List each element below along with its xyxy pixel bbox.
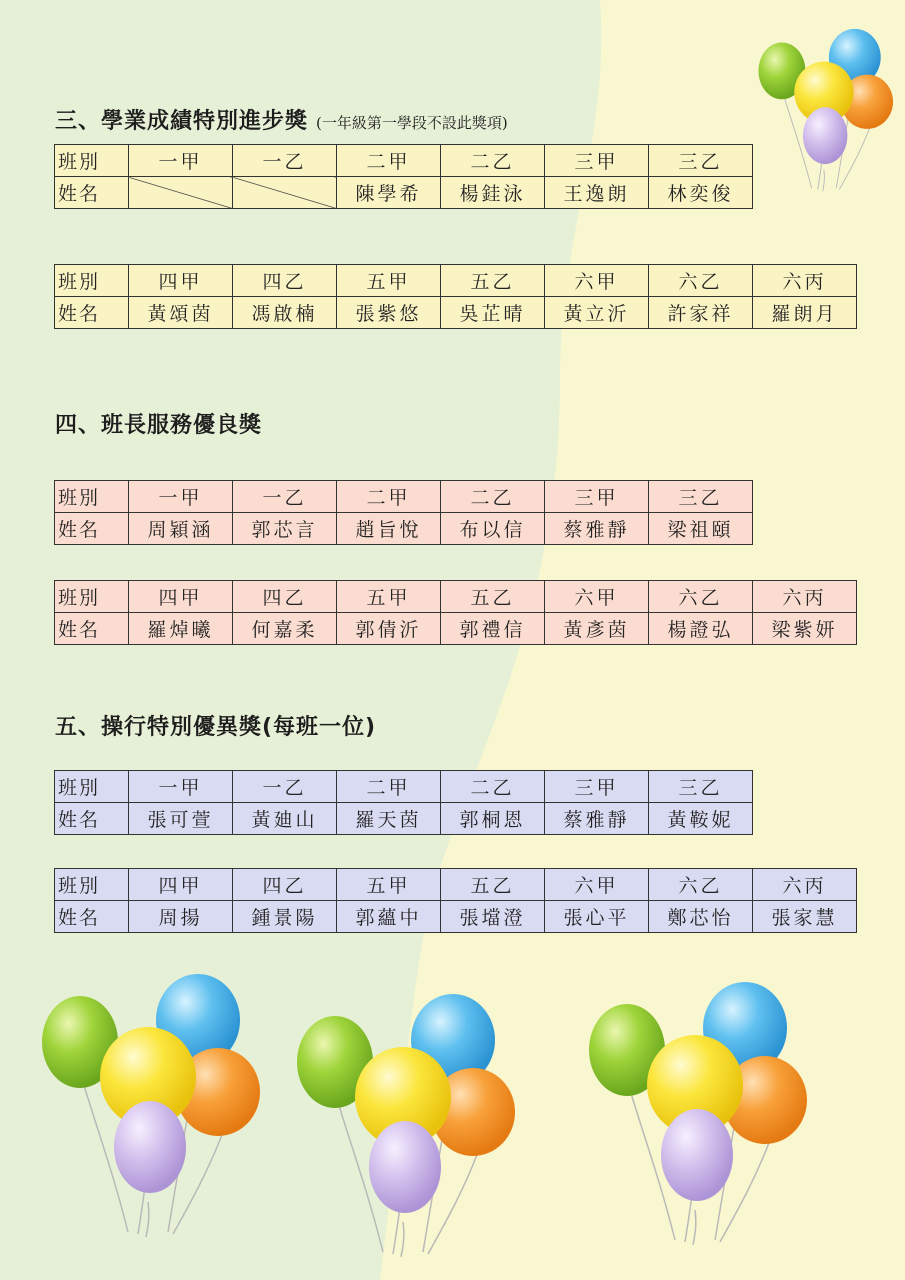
row-label-name: 姓名 (55, 177, 129, 209)
name-cell: 林奕俊 (649, 177, 753, 209)
class-cell: 六甲 (545, 265, 649, 297)
name-cell: 羅天茵 (337, 803, 441, 835)
row-label-class: 班別 (55, 265, 129, 297)
class-row (55, 145, 753, 177)
name-cell: 周揚 (129, 901, 233, 933)
name-cell: 張可萱 (129, 803, 233, 835)
name-cell: 張心平 (545, 901, 649, 933)
empty-slash-cell (129, 177, 233, 209)
section4-table2 (54, 580, 857, 645)
name-cell: 蔡雅靜 (545, 513, 649, 545)
name-cell: 陳學希 (337, 177, 441, 209)
class-cell: 六甲 (545, 581, 649, 613)
section3-table1 (54, 144, 753, 209)
class-cell: 一甲 (129, 771, 233, 803)
name-row (55, 803, 753, 835)
class-cell: 二乙 (441, 771, 545, 803)
class-cell: 四乙 (233, 265, 337, 297)
name-cell: 黃鞍妮 (649, 803, 753, 835)
row-label-class: 班別 (55, 869, 129, 901)
class-cell: 五乙 (441, 265, 545, 297)
class-row (55, 869, 857, 901)
name-cell: 黃頌茵 (129, 297, 233, 329)
class-cell: 五甲 (337, 265, 441, 297)
name-cell: 黃廸山 (233, 803, 337, 835)
row-label-name: 姓名 (55, 613, 129, 645)
class-cell: 五甲 (337, 869, 441, 901)
class-cell: 五乙 (441, 581, 545, 613)
name-cell: 許家祥 (649, 297, 753, 329)
name-row (55, 513, 753, 545)
class-cell: 三乙 (649, 771, 753, 803)
row-label-class: 班別 (55, 481, 129, 513)
class-cell: 五甲 (337, 581, 441, 613)
name-cell: 郭桐恩 (441, 803, 545, 835)
name-cell: 趙旨悅 (337, 513, 441, 545)
section3-note: (一年級第一學段不設此獎項) (316, 114, 508, 132)
class-cell: 三甲 (545, 771, 649, 803)
name-cell: 周穎涵 (129, 513, 233, 545)
class-cell: 三甲 (545, 145, 649, 177)
class-cell: 一甲 (129, 145, 233, 177)
class-cell: 一乙 (233, 145, 337, 177)
class-cell: 六乙 (649, 581, 753, 613)
class-cell: 四甲 (129, 581, 233, 613)
class-cell: 一乙 (233, 771, 337, 803)
section5-table1 (54, 770, 753, 835)
balloon-cluster-icon (585, 980, 815, 1250)
class-cell: 二乙 (441, 145, 545, 177)
balloon-cluster-icon (293, 992, 523, 1262)
row-label-name: 姓名 (55, 297, 129, 329)
name-cell: 鄭芯怡 (649, 901, 753, 933)
name-cell: 黃立沂 (545, 297, 649, 329)
name-cell: 馮啟楠 (233, 297, 337, 329)
class-cell: 六丙 (753, 265, 857, 297)
class-cell: 二甲 (337, 145, 441, 177)
class-cell: 一乙 (233, 481, 337, 513)
row-label-name: 姓名 (55, 901, 129, 933)
name-cell: 郭禮信 (441, 613, 545, 645)
class-cell: 四乙 (233, 869, 337, 901)
section3-table2 (54, 264, 857, 329)
name-row (55, 177, 753, 209)
class-cell: 二乙 (441, 481, 545, 513)
row-label-class: 班別 (55, 581, 129, 613)
name-cell: 布以信 (441, 513, 545, 545)
name-cell: 郭倩沂 (337, 613, 441, 645)
name-cell: 張紫悠 (337, 297, 441, 329)
section5-heading (55, 710, 376, 741)
class-cell: 四乙 (233, 581, 337, 613)
name-cell: 王逸朗 (545, 177, 649, 209)
row-label-class: 班別 (55, 771, 129, 803)
class-cell: 一甲 (129, 481, 233, 513)
class-cell: 六乙 (649, 869, 753, 901)
row-label-name: 姓名 (55, 513, 129, 545)
section3-title: 三、學業成績特別進步獎 (55, 109, 309, 134)
name-cell: 梁祖頤 (649, 513, 753, 545)
section4-title: 四、班長服務優良獎 (55, 413, 263, 438)
name-cell: 羅焯曦 (129, 613, 233, 645)
name-cell: 羅朗月 (753, 297, 857, 329)
name-cell: 何嘉柔 (233, 613, 337, 645)
class-cell: 四甲 (129, 265, 233, 297)
section4-table1 (54, 480, 753, 545)
name-row (55, 613, 857, 645)
balloon-cluster-icon (38, 972, 268, 1242)
section5-table2 (54, 868, 857, 933)
empty-slash-cell (233, 177, 337, 209)
name-cell: 楊證弘 (649, 613, 753, 645)
class-cell: 六乙 (649, 265, 753, 297)
class-cell: 三乙 (649, 145, 753, 177)
balloon-cluster-icon (756, 26, 898, 196)
name-row (55, 297, 857, 329)
name-cell: 楊銈泳 (441, 177, 545, 209)
name-cell: 張家慧 (753, 901, 857, 933)
class-cell: 六丙 (753, 869, 857, 901)
section5-title: 五、操行特別優異獎(每班一位) (55, 715, 377, 740)
class-row (55, 581, 857, 613)
class-cell: 二甲 (337, 481, 441, 513)
name-cell: 張壋澄 (441, 901, 545, 933)
name-row (55, 901, 857, 933)
name-cell: 郭蘊中 (337, 901, 441, 933)
name-cell: 黃彥茵 (545, 613, 649, 645)
name-cell: 郭芯言 (233, 513, 337, 545)
row-label-class: 班別 (55, 145, 129, 177)
class-cell: 三甲 (545, 481, 649, 513)
class-cell: 二甲 (337, 771, 441, 803)
class-row (55, 771, 753, 803)
class-cell: 六甲 (545, 869, 649, 901)
section4-heading (55, 408, 262, 439)
name-cell: 梁紫妍 (753, 613, 857, 645)
name-cell: 鍾景陽 (233, 901, 337, 933)
class-cell: 五乙 (441, 869, 545, 901)
class-cell: 三乙 (649, 481, 753, 513)
name-cell: 吳芷晴 (441, 297, 545, 329)
class-row (55, 481, 753, 513)
name-cell: 蔡雅靜 (545, 803, 649, 835)
class-cell: 四甲 (129, 869, 233, 901)
class-row (55, 265, 857, 297)
row-label-name: 姓名 (55, 803, 129, 835)
class-cell: 六丙 (753, 581, 857, 613)
section3-heading (55, 104, 508, 135)
